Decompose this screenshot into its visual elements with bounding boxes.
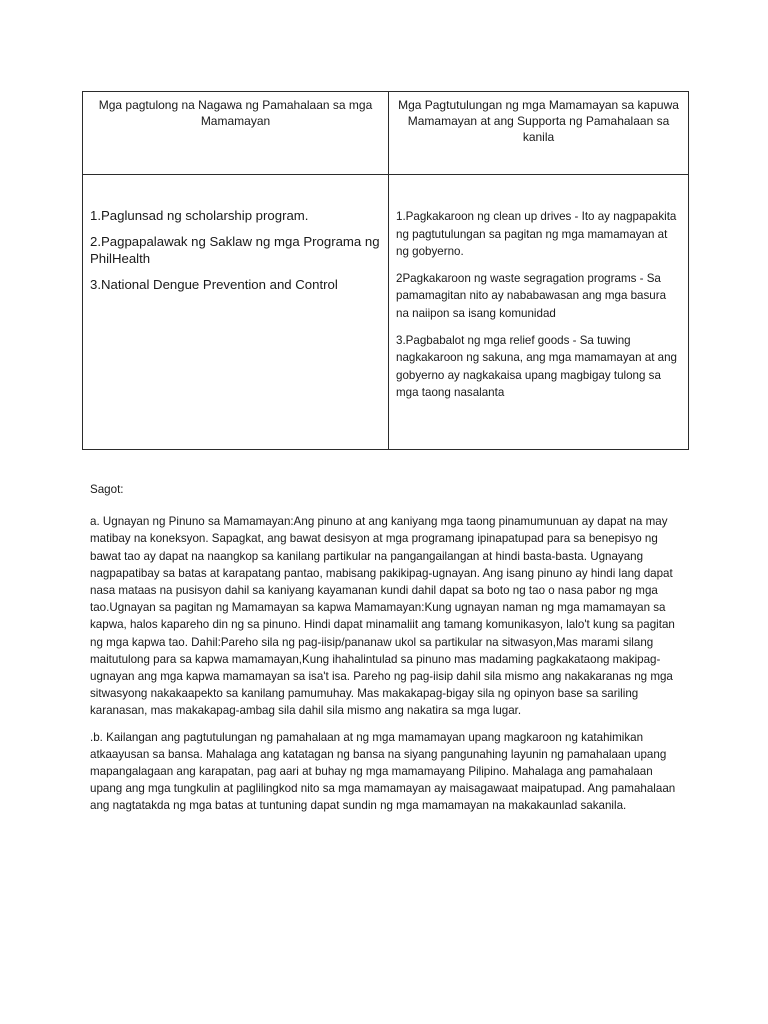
header-right-text: Mga Pagtutulungan ng mga Mamamayan sa kapuwa Mamamayan at ang Supporta ng Pamahalaan sa kanila [398,98,679,144]
list-item: 1.Paglunsad ng scholarship program. [90,208,309,223]
answer-paragraph-b: .b. Kailangan ang pagtutulungan ng pamahalaan at ng mga mamamayan upang magkaroon ng katahimikan atkaayusan sa bansa. Mahalaga ang katatagan ng bansa na siyang pangunahing layunin ng pamahalaan upang mapangalagaan ang karapatan, pag aari at buhay ng mga mamamayang Pilipino. Mahalaga ang pamahalaan upang ang mga tungkulin at paglilingkod nito sa mga mamamayan ay maisagawaat maipatupad. Ang pamahalaan ang nagtatakda ng mga batas at tuntuning dapat sundin ng mga mamamayan na makakaunlad sakanila. [90,730,676,813]
answer-section [90,481,680,824]
list-item: 2Pagkakaroon ng waste segragation programs - Sa pamamagitan nito ay nababawasan ang mga basura na naiipon sa isang komunidad [396,271,667,320]
list-item: 3.Pagbabalot ng mga relief goods - Sa tuwing nagkakaroon ng sakuna, ang mga mamamayan at ang gobyerno ay nagkakaisa upang magbigay tulong sa mga taong nasalanta [396,333,678,400]
comparison-table [82,91,689,450]
list-item: 2.Pagpapalawak ng Saklaw ng mga Programa ng PhilHealth [90,234,380,266]
header-left-text: Mga pagtulong na Nagawa ng Pamahalaan sa mga Mamamayan [98,98,373,128]
government-help-list [83,175,388,293]
body-cell-left [83,175,389,450]
answer-heading: Sagot: [90,483,124,496]
table-header-row [83,92,689,175]
body-cell-right [389,175,689,450]
header-cell-left [83,92,389,175]
table-body-row [83,175,689,450]
header-cell-right [389,92,689,175]
cooperation-list [389,175,688,402]
list-item: 1.Pagkakaroon ng clean up drives - Ito ay nagpapakita ng pagtutulungan sa pagitan ng mga mamamayan at ng gobyerno. [396,210,677,259]
answer-paragraph-a: a. Ugnayan ng Pinuno sa Mamamayan:Ang pinuno at ang kaniyang mga taong pinamumunuan ay dapat na may matibay na koneksyon. Sapagkat, ang bawat desisyon at mga programang ipinapatupad para sa benepisyo ng bawat tao ay dapat na naangkop sa kanilang partikular na pangangailangan at hindi basta-basta. Ugnayang nagpapatibay sa batas at karapatang pantao, mabisang pakikipag-ugnayan. Ang isang pinuno ay hindi lang dapat nasa mataas na pusisyon dahil sa kaniyang kayamanan kundi dahil dapat sa boto ng tao o nasa pabor ng mga tao.Ugnayan sa pagitan ng Mamamayan sa kapwa Mamamayan:Kung ugnayan naman ng mga mamamayan sa kapwa, halos kapareho din ng sa pinuno. Hindi dapat minamaliit ang tamang komunikasyon, lalo't kung sa pagitan ng mga kapwa tao. Dahil:Pareho sila ng pag-iisip/pananaw ukol sa partikular na sitwasyon,Mas marami silang maitutulong para sa kapwa mamamayan,Kung ihahalintulad sa pinuno mas madaming pagkakataong makipag-ugnayan ang mga kapwa mamamayan sa isa't isa. Pareho ng pag-iisip dahil sila mismo ang nakakaranas ng mga sitwasyong nakakaapekto sa kanilang pamumuhay. Mas makakapag-bigay sila ng opinyon base sa sariling karanasan, mas makakapag-ambag sila dahil sila mismo ang nakatira sa mga lugar. [90,515,675,718]
list-item: 3.National Dengue Prevention and Control [90,277,338,292]
